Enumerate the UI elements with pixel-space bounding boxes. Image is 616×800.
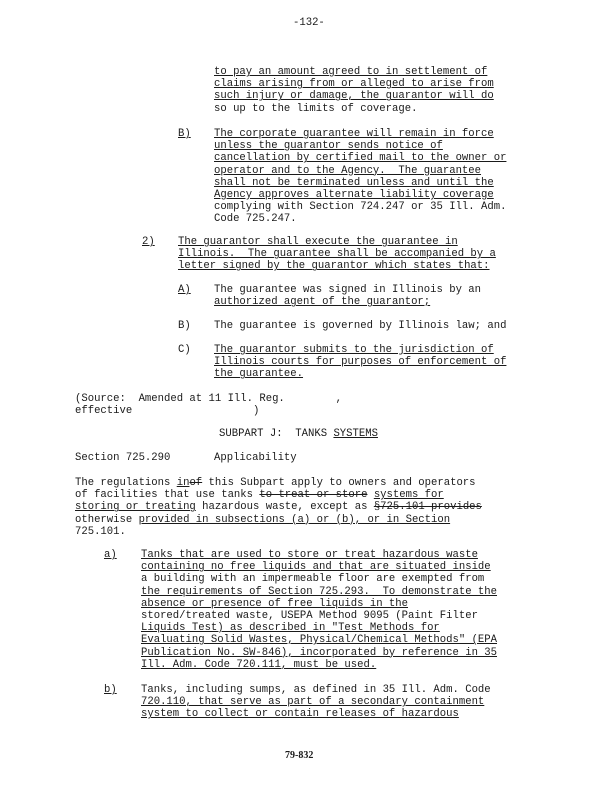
text-line: The guarantor shall execute the guarantee in: [178, 236, 458, 248]
text-line: Illinois. The guarantee shall be accompanied by a: [178, 248, 496, 261]
text-line: 725.101.: [75, 525, 126, 538]
inserted-text: in: [176, 477, 190, 489]
text-line: Illinois courts for purposes of enforcement of: [214, 356, 507, 369]
text-line: Liquids Test) as described in "Test Methods for: [141, 622, 440, 635]
text-line: Code 725.247.: [214, 213, 297, 226]
item-b-tanks-sumps: [141, 684, 491, 721]
sub-item-a: [214, 284, 481, 308]
text-line: 720.110, that serve as part of a secondary containment: [141, 696, 485, 709]
text-line: stored/treated waste, USEPA Method 9095 (Paint Filter: [141, 609, 478, 622]
item-b-corporate-guarantee: [214, 128, 506, 226]
text-line: unless the guarantor sends notice of: [214, 140, 443, 153]
text-line: letter signed by the guarantor which states that:: [178, 260, 490, 273]
text-line: [75, 514, 482, 526]
text-line: Ill. Adm. Code 720.111, must be used.: [141, 658, 377, 671]
text-run: of facilities that use tanks: [75, 489, 260, 502]
item-label: b): [104, 684, 117, 696]
inserted-text: provided in subsections (a) or (b), or in Section: [138, 513, 451, 526]
text-line: Tanks, including sumps, as defined in 35 Ill. Adm. Code: [141, 684, 491, 696]
text-line: absence or presence of free liquids in the: [141, 597, 409, 610]
item-a-tanks-exemption: [141, 549, 497, 671]
text-line: claims arising from or alleged to arise from: [214, 78, 494, 91]
page-number: -132-: [293, 17, 325, 29]
section-number: Section 725.290: [75, 452, 171, 464]
inserted-text: storing or treating: [75, 501, 196, 514]
intro-paragraph: [75, 477, 482, 538]
text-line: The guarantee was signed in Illinois by an: [214, 284, 482, 296]
text-line: operator and to the Agency. The guarantee: [214, 164, 482, 177]
text-line: The corporate guarantee will remain in force: [214, 128, 494, 140]
inserted-text: systems for: [373, 489, 444, 502]
item-2-guarantor-execution: [178, 236, 496, 273]
text-line: [75, 489, 482, 501]
text-run: this Subpart apply to owners and operators: [202, 477, 476, 489]
item-label: A): [178, 284, 191, 296]
text-line: Tanks that are used to store or treat hazardous waste: [141, 549, 478, 561]
text-line: Agency approves alternate liability coverage: [214, 188, 494, 201]
footer-code: 79-832: [285, 750, 314, 761]
sub-item-c: [214, 344, 506, 381]
section-title: Applicability: [214, 452, 297, 464]
text-line: cancellation by certified mail to the owner or: [214, 152, 507, 165]
text-line: to pay an amount agreed to in settlement of: [214, 66, 488, 78]
text-line: authorized agent of the guarantor;: [214, 296, 431, 309]
item-label: C): [178, 344, 191, 356]
text-line: complying with Section 724.247 or 35 Ill. Adm.: [214, 201, 507, 214]
text-run: otherwise: [75, 513, 139, 526]
text-line: system to collect or contain releases of hazardous: [141, 708, 459, 721]
source-note: [75, 393, 342, 417]
deleted-text: of: [189, 477, 203, 489]
text-line: [75, 477, 482, 489]
text-line: The guarantor submits to the jurisdiction of: [214, 344, 494, 356]
item-label: B): [178, 320, 191, 332]
subpart-heading: [219, 428, 378, 440]
deleted-text: §725.101 provides: [373, 501, 482, 514]
text-line: the requirements of Section 725.293. To demonstrate the: [141, 585, 498, 598]
item-label: a): [104, 549, 117, 561]
text-line: effective ): [75, 405, 260, 418]
text-line: containing no free liquids and that are situated inside: [141, 561, 491, 574]
subpart-heading-text: SUBPART J: TANKS: [219, 428, 334, 440]
text-line: Evaluating Solid Wastes, Physical/Chemical Methods" (EPA: [141, 634, 498, 647]
text-line: shall not be terminated unless and until the: [214, 176, 494, 189]
text-line: the guarantee.: [214, 368, 304, 381]
item-label: B): [178, 128, 191, 140]
text-line: such injury or damage, the guarantor will do: [214, 90, 494, 103]
text-line: Publication No. SW-846), incorporated by reference in 35: [141, 646, 498, 659]
continuation-paragraph: [214, 66, 494, 115]
text-line: The guarantee is governed by Illinois law; and: [214, 320, 507, 332]
deleted-text: to treat or store: [259, 489, 368, 502]
text-line: a building with an impermeable floor are exempted from: [141, 573, 485, 586]
text-line: [75, 501, 482, 513]
item-label: 2): [142, 236, 155, 248]
text-line: so up to the limits of coverage.: [214, 102, 418, 115]
sub-item-b: [214, 320, 506, 332]
text-line: (Source: Amended at 11 Ill. Reg. ,: [75, 393, 343, 405]
text-run: The regulations: [75, 477, 177, 489]
subpart-heading-underlined: SYSTEMS: [333, 428, 378, 440]
text-run: hazardous waste, except as: [195, 501, 374, 514]
